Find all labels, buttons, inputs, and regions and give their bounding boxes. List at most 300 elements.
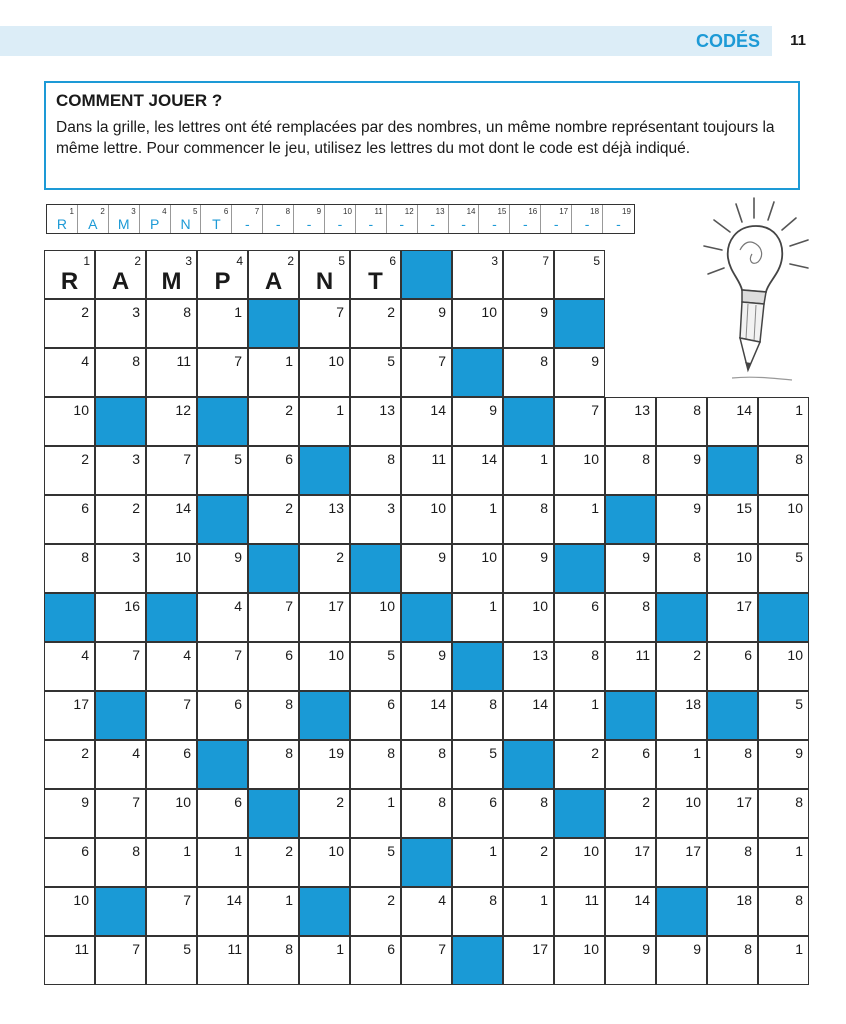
black-cell (452, 936, 503, 985)
key-cell[interactable] (140, 205, 171, 233)
grid-cell[interactable] (248, 838, 299, 887)
grid-cell[interactable] (350, 936, 401, 985)
grid-cell[interactable] (299, 495, 350, 544)
grid-cell[interactable] (758, 642, 809, 691)
grid-cell[interactable] (95, 936, 146, 985)
grid-cell[interactable] (656, 740, 707, 789)
grid-cell[interactable] (707, 887, 758, 936)
grid-cell[interactable] (299, 789, 350, 838)
grid-cell[interactable] (44, 446, 95, 495)
cell-number: 11 (227, 941, 242, 957)
cell-number: 2 (591, 745, 599, 761)
grid-cell[interactable] (758, 544, 809, 593)
grid-cell[interactable] (401, 397, 452, 446)
grid-cell[interactable] (44, 348, 95, 397)
cell-number: 7 (132, 794, 140, 810)
grid-cell[interactable] (503, 299, 554, 348)
grid-cell[interactable] (197, 789, 248, 838)
black-cell (503, 397, 554, 446)
cell-number: 10 (379, 598, 395, 614)
grid-cell[interactable] (350, 348, 401, 397)
cell-number: 2 (693, 647, 701, 663)
grid-cell[interactable] (197, 593, 248, 642)
key-number: 4 (162, 207, 167, 216)
grid-cell[interactable] (401, 348, 452, 397)
key-cell[interactable] (109, 205, 140, 233)
cell-number: 3 (132, 304, 140, 320)
grid-cell[interactable] (44, 642, 95, 691)
cell-number: 8 (744, 745, 752, 761)
grid-cell[interactable] (44, 936, 95, 985)
grid-cell[interactable] (605, 887, 656, 936)
black-cell (707, 691, 758, 740)
grid-cell[interactable] (503, 936, 554, 985)
key-letter: T (212, 216, 221, 232)
grid-cell[interactable] (554, 593, 605, 642)
key-cell[interactable] (479, 205, 510, 233)
cell-number: 19 (328, 745, 344, 761)
cell-number: 8 (285, 941, 293, 957)
grid-cell[interactable] (95, 642, 146, 691)
grid-cell[interactable] (44, 544, 95, 593)
cell-number: 7 (183, 451, 191, 467)
cell-number: 6 (591, 598, 599, 614)
grid-cell[interactable] (401, 642, 452, 691)
cell-number: 10 (583, 941, 599, 957)
grid-cell[interactable] (248, 495, 299, 544)
grid-cell[interactable] (656, 397, 707, 446)
cell-number: 6 (489, 794, 497, 810)
grid-cell[interactable] (554, 495, 605, 544)
grid-cell[interactable] (146, 348, 197, 397)
grid-cell[interactable] (605, 740, 656, 789)
key-cell[interactable] (232, 205, 263, 233)
key-number: 13 (435, 207, 445, 216)
cell-number: 18 (736, 892, 752, 908)
cell-number: 7 (132, 941, 140, 957)
grid-cell[interactable] (350, 691, 401, 740)
grid-cell[interactable] (656, 789, 707, 838)
grid-cell[interactable] (95, 544, 146, 593)
grid-cell[interactable] (197, 887, 248, 936)
key-letter: N (180, 216, 191, 232)
key-cell[interactable] (263, 205, 294, 233)
instructions-text: Dans la grille, les lettres ont été remplacées par des nombres, un même nombre représentant toujours la même lettre. Pour commencer le jeu, utilisez les lettres du mot dont le code est déjà indiqué. (56, 119, 775, 157)
grid-cell[interactable] (299, 740, 350, 789)
cell-number: 4 (81, 647, 89, 663)
grid-cell[interactable] (452, 544, 503, 593)
grid-cell[interactable] (146, 446, 197, 495)
grid-cell[interactable] (248, 593, 299, 642)
grid-cell[interactable] (95, 348, 146, 397)
cell-number: 9 (642, 549, 650, 565)
cell-number: 8 (81, 549, 89, 565)
key-cell[interactable] (449, 205, 480, 233)
cell-number: 10 (532, 598, 548, 614)
grid-cell[interactable] (146, 299, 197, 348)
grid-cell[interactable] (350, 593, 401, 642)
key-number: 16 (528, 207, 538, 216)
grid-cell[interactable] (350, 789, 401, 838)
cell-number: 4 (183, 647, 191, 663)
cell-number: 9 (438, 647, 446, 663)
grid-cell[interactable] (554, 936, 605, 985)
cell-number: 8 (387, 745, 395, 761)
grid-cell[interactable] (350, 397, 401, 446)
grid-cell[interactable] (44, 691, 95, 740)
cell-number: 10 (73, 892, 89, 908)
grid-cell[interactable] (197, 348, 248, 397)
grid-cell[interactable] (197, 250, 248, 299)
grid-cell[interactable] (452, 299, 503, 348)
grid-cell[interactable] (299, 936, 350, 985)
cell-number: 6 (642, 745, 650, 761)
grid-cell[interactable] (248, 740, 299, 789)
key-number: 1 (69, 207, 74, 216)
cell-number: 2 (285, 843, 293, 859)
cell-number: 11 (635, 647, 650, 663)
grid-cell[interactable] (656, 642, 707, 691)
cell-number: 10 (328, 843, 344, 859)
grid-cell[interactable] (554, 446, 605, 495)
grid-cell[interactable] (401, 936, 452, 985)
grid-cell[interactable] (452, 397, 503, 446)
grid-cell[interactable] (707, 495, 758, 544)
grid-cell[interactable] (503, 887, 554, 936)
cell-number: 7 (542, 254, 549, 268)
grid-cell[interactable] (146, 740, 197, 789)
black-cell (299, 446, 350, 495)
grid-cell[interactable] (248, 446, 299, 495)
grid-cell[interactable] (95, 789, 146, 838)
key-number: 7 (254, 207, 260, 216)
grid-cell[interactable] (707, 740, 758, 789)
cell-number: 10 (481, 549, 497, 565)
grid-cell[interactable] (401, 446, 452, 495)
key-cell[interactable] (47, 205, 78, 233)
grid-cell[interactable] (554, 250, 605, 299)
grid-cell[interactable] (197, 936, 248, 985)
grid-cell[interactable] (452, 495, 503, 544)
grid-cell[interactable] (350, 250, 401, 299)
grid-cell[interactable] (758, 740, 809, 789)
key-cell[interactable] (510, 205, 541, 233)
cell-number: 10 (328, 647, 344, 663)
key-cell[interactable] (541, 205, 572, 233)
grid-cell[interactable] (350, 740, 401, 789)
grid-cell[interactable] (554, 397, 605, 446)
grid-cell[interactable] (452, 740, 503, 789)
cell-number: 8 (489, 696, 497, 712)
grid-cell[interactable] (350, 642, 401, 691)
cell-number: 4 (132, 745, 140, 761)
key-cell[interactable] (171, 205, 202, 233)
grid-cell[interactable] (656, 446, 707, 495)
cell-number: 8 (744, 941, 752, 957)
cell-number: 8 (693, 402, 701, 418)
grid-cell[interactable] (197, 642, 248, 691)
grid-cell[interactable] (401, 544, 452, 593)
cell-number: 2 (642, 794, 650, 810)
grid-cell[interactable] (248, 887, 299, 936)
cell-number: 8 (540, 500, 548, 516)
grid-cell[interactable] (350, 299, 401, 348)
grid-cell[interactable] (605, 397, 656, 446)
grid-cell[interactable] (452, 593, 503, 642)
cell-number: 10 (430, 500, 446, 516)
key-cell[interactable] (201, 205, 232, 233)
key-cell[interactable] (418, 205, 449, 233)
grid-cell[interactable] (44, 887, 95, 936)
cell-number: 6 (234, 794, 242, 810)
grid-cell[interactable] (248, 936, 299, 985)
grid-cell[interactable] (554, 838, 605, 887)
grid-cell[interactable] (350, 446, 401, 495)
grid-cell[interactable] (44, 299, 95, 348)
lightbulb-pencil-icon (692, 192, 822, 387)
grid-cell[interactable] (503, 642, 554, 691)
grid-cell[interactable] (350, 495, 401, 544)
grid-cell[interactable] (656, 495, 707, 544)
grid-cell[interactable] (299, 593, 350, 642)
key-cell[interactable] (387, 205, 418, 233)
grid-cell[interactable] (503, 495, 554, 544)
cell-number: 11 (584, 892, 599, 908)
grid-cell[interactable] (656, 936, 707, 985)
grid-cell[interactable] (758, 397, 809, 446)
key-letter: - (616, 216, 621, 232)
cell-number: 1 (234, 304, 242, 320)
grid-cell[interactable] (758, 495, 809, 544)
black-cell (401, 250, 452, 299)
grid-cell[interactable] (146, 838, 197, 887)
cell-number: 3 (491, 254, 498, 268)
cell-number: 9 (591, 353, 599, 369)
grid-cell[interactable] (503, 446, 554, 495)
grid-cell[interactable] (452, 250, 503, 299)
cell-number: 14 (736, 402, 752, 418)
grid-cell[interactable] (554, 740, 605, 789)
key-letter: M (117, 216, 130, 232)
grid-cell[interactable] (758, 789, 809, 838)
grid-cell[interactable] (503, 544, 554, 593)
grid-cell[interactable] (95, 299, 146, 348)
grid-cell[interactable] (605, 838, 656, 887)
grid-cell[interactable] (197, 446, 248, 495)
cell-number: 9 (693, 451, 701, 467)
grid-cell[interactable] (350, 838, 401, 887)
grid-cell[interactable] (554, 887, 605, 936)
cell-number: 1 (795, 402, 803, 418)
cell-number: 1 (489, 500, 497, 516)
cell-number: 6 (285, 451, 293, 467)
grid-cell[interactable] (401, 740, 452, 789)
cell-number: 17 (328, 598, 344, 614)
grid-cell[interactable] (503, 348, 554, 397)
grid-cell[interactable] (95, 495, 146, 544)
grid-cell[interactable] (197, 691, 248, 740)
grid-cell[interactable] (656, 691, 707, 740)
grid-cell[interactable] (401, 887, 452, 936)
cell-number: 7 (591, 402, 599, 418)
grid-cell[interactable] (401, 495, 452, 544)
grid-cell[interactable] (197, 299, 248, 348)
cell-number: 5 (387, 353, 395, 369)
grid-cell[interactable] (554, 691, 605, 740)
key-cell[interactable] (294, 205, 325, 233)
cell-number: 7 (438, 941, 446, 957)
key-cell[interactable] (572, 205, 603, 233)
grid-cell[interactable] (44, 789, 95, 838)
cell-number: 2 (81, 451, 89, 467)
grid-cell[interactable] (248, 397, 299, 446)
cell-number: 10 (685, 794, 701, 810)
grid-cell[interactable] (605, 593, 656, 642)
grid-cell[interactable] (44, 495, 95, 544)
grid-cell[interactable] (146, 642, 197, 691)
grid-cell[interactable] (656, 544, 707, 593)
grid-cell[interactable] (452, 691, 503, 740)
grid-cell[interactable] (95, 446, 146, 495)
grid-cell[interactable] (452, 446, 503, 495)
grid-cell[interactable] (299, 397, 350, 446)
grid-cell[interactable] (44, 397, 95, 446)
key-number: 6 (223, 207, 229, 216)
page-number: 11 (790, 32, 806, 49)
cell-number: 7 (438, 353, 446, 369)
black-cell (299, 691, 350, 740)
grid-cell[interactable] (146, 250, 197, 299)
grid-cell[interactable] (350, 887, 401, 936)
cell-number: 8 (693, 549, 701, 565)
cell-number: 11 (431, 451, 446, 467)
grid-cell[interactable] (554, 348, 605, 397)
grid-cell[interactable] (197, 838, 248, 887)
grid-cell[interactable] (452, 789, 503, 838)
grid-cell[interactable] (44, 838, 95, 887)
cell-number: 1 (540, 451, 548, 467)
cell-number: 3 (185, 254, 192, 268)
grid-cell[interactable] (758, 936, 809, 985)
grid-cell[interactable] (707, 789, 758, 838)
grid-cell[interactable] (554, 642, 605, 691)
grid-cell[interactable] (605, 544, 656, 593)
grid-cell[interactable] (299, 250, 350, 299)
grid-cell[interactable] (758, 838, 809, 887)
grid-cell[interactable] (707, 936, 758, 985)
grid-cell[interactable] (605, 446, 656, 495)
grid-cell[interactable] (44, 740, 95, 789)
cell-number: 5 (795, 696, 803, 712)
black-cell (605, 691, 656, 740)
key-cell[interactable] (78, 205, 109, 233)
grid-cell[interactable] (248, 250, 299, 299)
cell-number: 1 (336, 402, 344, 418)
grid-cell[interactable] (605, 936, 656, 985)
grid-cell[interactable] (299, 642, 350, 691)
cell-number: 14 (532, 696, 548, 712)
grid-cell[interactable] (707, 397, 758, 446)
grid-cell[interactable] (503, 691, 554, 740)
grid-cell[interactable] (146, 691, 197, 740)
cell-number: 16 (124, 598, 140, 614)
grid-cell[interactable] (299, 299, 350, 348)
grid-cell[interactable] (401, 299, 452, 348)
cell-number: 6 (81, 500, 89, 516)
cell-number: 5 (338, 254, 345, 268)
grid-cell[interactable] (95, 838, 146, 887)
grid-cell[interactable] (299, 348, 350, 397)
cell-number: 7 (234, 353, 242, 369)
grid-cell[interactable] (707, 544, 758, 593)
cell-number: 9 (693, 941, 701, 957)
grid-cell[interactable] (44, 250, 95, 299)
grid-cell[interactable] (452, 887, 503, 936)
grid-cell[interactable] (707, 838, 758, 887)
grid-cell[interactable] (401, 789, 452, 838)
grid-cell[interactable] (758, 887, 809, 936)
grid-cell[interactable] (656, 838, 707, 887)
key-cell[interactable] (325, 205, 356, 233)
black-cell (605, 495, 656, 544)
grid-cell[interactable] (146, 887, 197, 936)
grid-cell[interactable] (146, 397, 197, 446)
cell-number: 11 (176, 353, 191, 369)
grid-cell[interactable] (299, 838, 350, 887)
instructions-title: COMMENT JOUER ? (56, 91, 223, 110)
cell-number: 10 (736, 549, 752, 565)
cell-number: 17 (73, 696, 89, 712)
black-cell (146, 593, 197, 642)
grid-cell[interactable] (146, 936, 197, 985)
grid-cell[interactable] (248, 642, 299, 691)
grid-cell[interactable] (95, 593, 146, 642)
black-cell (95, 691, 146, 740)
grid-cell[interactable] (95, 250, 146, 299)
letter-key-strip (46, 204, 635, 234)
grid-cell[interactable] (146, 789, 197, 838)
grid-cell[interactable] (758, 446, 809, 495)
black-cell (197, 397, 248, 446)
given-letter: M (161, 268, 182, 295)
given-letter: A (264, 268, 283, 295)
grid-cell[interactable] (707, 642, 758, 691)
grid-cell[interactable] (197, 544, 248, 593)
grid-cell[interactable] (503, 789, 554, 838)
grid-cell[interactable] (605, 642, 656, 691)
grid-cell[interactable] (146, 495, 197, 544)
grid-cell[interactable] (299, 544, 350, 593)
key-cell[interactable] (356, 205, 387, 233)
grid-cell[interactable] (605, 789, 656, 838)
grid-cell[interactable] (146, 544, 197, 593)
cell-number: 2 (132, 500, 140, 516)
grid-cell[interactable] (452, 838, 503, 887)
grid-cell[interactable] (707, 593, 758, 642)
grid-cell[interactable] (503, 838, 554, 887)
key-cell[interactable] (603, 205, 634, 233)
grid-cell[interactable] (95, 740, 146, 789)
grid-cell[interactable] (503, 593, 554, 642)
grid-cell[interactable] (758, 691, 809, 740)
cell-number: 9 (234, 549, 242, 565)
grid-cell[interactable] (248, 691, 299, 740)
grid-cell[interactable] (401, 691, 452, 740)
key-letter: - (430, 216, 435, 232)
grid-cell[interactable] (248, 348, 299, 397)
key-number: 3 (131, 207, 136, 216)
grid-cell[interactable] (503, 250, 554, 299)
